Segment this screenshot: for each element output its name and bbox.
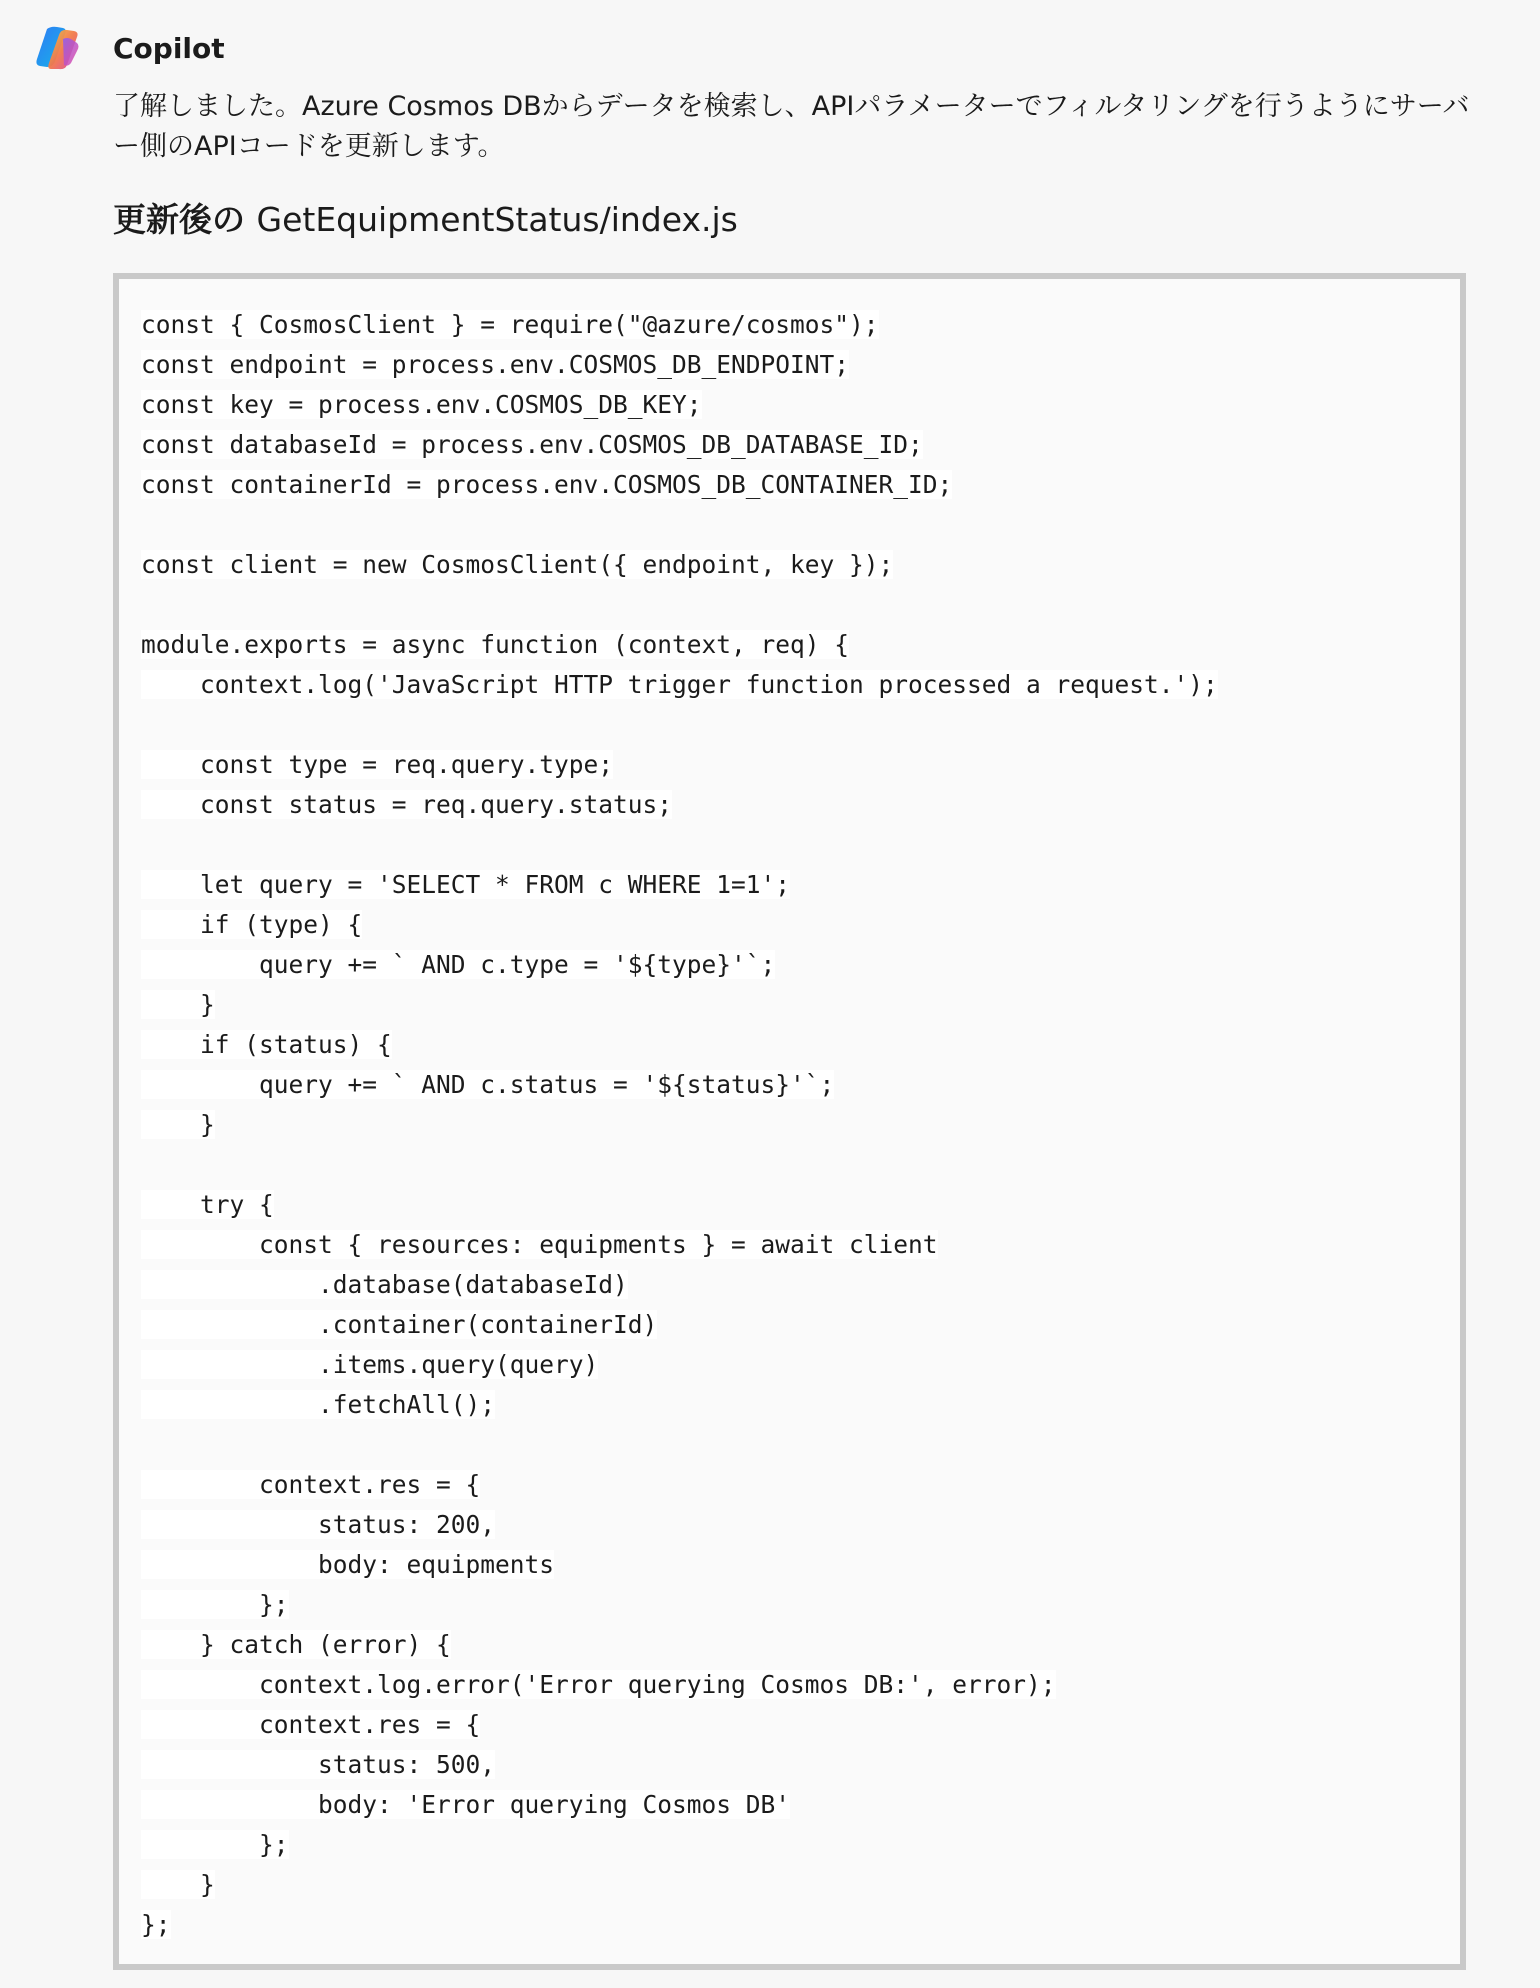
code-line-text: const key = process.env.COSMOS_DB_KEY; [141, 390, 702, 419]
code-line-text: const { resources: equipments } = await client [141, 1230, 938, 1259]
code-line [141, 905, 1218, 945]
code-line [141, 865, 1218, 905]
code-line [141, 1865, 1218, 1905]
code-line-text: }; [141, 1830, 289, 1859]
code-line-text: const client = new CosmosClient({ endpoint, key }); [141, 550, 894, 579]
section-heading [113, 197, 738, 243]
code-line-text: .items.query(query) [141, 1350, 599, 1379]
code-line [141, 585, 1218, 625]
code-line-text: .container(containerId) [141, 1310, 658, 1339]
code-line [141, 1225, 1218, 1265]
code-line [141, 505, 1218, 545]
code-line [141, 1385, 1218, 1425]
code-line-text: if (status) { [141, 1030, 392, 1059]
code-line [141, 1065, 1218, 1105]
code-line-text: const containerId = process.env.COSMOS_DB_CONTAINER_ID; [141, 470, 953, 499]
code-line-text: } [141, 1870, 215, 1899]
code-line-text: }; [141, 1590, 289, 1619]
code-line-text: context.log.error('Error querying Cosmos DB:', error); [141, 1670, 1056, 1699]
code-line [141, 785, 1218, 825]
code-line-text: let query = 'SELECT * FROM c WHERE 1=1'; [141, 870, 791, 899]
code-line [141, 1025, 1218, 1065]
code-line [141, 745, 1218, 785]
code-line [141, 625, 1218, 665]
sender-name: Copilot [113, 32, 225, 65]
code-line-text: const { CosmosClient } = require("@azure/cosmos"); [141, 310, 879, 339]
code-line [141, 1745, 1218, 1785]
copilot-logo-icon [33, 25, 81, 71]
code-line-text: query += ` AND c.status = '${status}'`; [141, 1070, 835, 1099]
code-line [141, 825, 1218, 865]
code-line [141, 1705, 1218, 1745]
code-line [141, 1465, 1218, 1505]
code-line [141, 985, 1218, 1025]
code-line-text: const databaseId = process.env.COSMOS_DB_DATABASE_ID; [141, 430, 923, 459]
code-line [141, 465, 1218, 505]
code-line-text: try { [141, 1190, 274, 1219]
code-line-text: context.log('JavaScript HTTP trigger function processed a request.'); [141, 670, 1218, 699]
code-line [141, 1905, 1218, 1945]
code-line [141, 1585, 1218, 1625]
code-line [141, 1825, 1218, 1865]
code-block [141, 305, 1218, 1945]
code-line [141, 1145, 1218, 1185]
code-line-text: module.exports = async function (context, req) { [141, 630, 850, 659]
code-line [141, 1785, 1218, 1825]
code-line-text: body: equipments [141, 1550, 555, 1579]
code-line [141, 1425, 1218, 1465]
code-line [141, 545, 1218, 585]
code-line [141, 385, 1218, 425]
code-line [141, 425, 1218, 465]
code-line [141, 1265, 1218, 1305]
code-line-text: .fetchAll(); [141, 1390, 496, 1419]
code-line [141, 1505, 1218, 1545]
code-line-text: status: 500, [141, 1750, 496, 1779]
code-line-text: context.res = { [141, 1470, 481, 1499]
code-line-text: if (type) { [141, 910, 363, 939]
code-line-text: status: 200, [141, 1510, 496, 1539]
code-line-text: query += ` AND c.type = '${type}'`; [141, 950, 776, 979]
code-line [141, 1545, 1218, 1585]
code-line-text: } [141, 1110, 215, 1139]
code-line-text: context.res = { [141, 1710, 481, 1739]
code-line-text: } [141, 990, 215, 1019]
code-line-text: const type = req.query.type; [141, 750, 614, 779]
code-line [141, 705, 1218, 745]
code-line-text: body: 'Error querying Cosmos DB' [141, 1790, 791, 1819]
section-heading-label: 更新後の [113, 200, 245, 239]
code-line-text: const status = req.query.status; [141, 790, 673, 819]
code-line-text: } catch (error) { [141, 1630, 451, 1659]
code-line-text: .database(databaseId) [141, 1270, 628, 1299]
section-filename: GetEquipmentStatus/index.js [256, 200, 738, 239]
code-block-frame [113, 273, 1466, 1970]
code-line-text: }; [141, 1910, 171, 1939]
code-line [141, 345, 1218, 385]
code-line [141, 945, 1218, 985]
code-line [141, 305, 1218, 345]
code-line [141, 1185, 1218, 1225]
code-line [141, 665, 1218, 705]
message-text: 了解しました。Azure Cosmos DBからデータを検索し、APIパラメーターでフィルタリングを行うようにサーバー側のAPIコードを更新します。 [113, 91, 1470, 162]
code-line [141, 1665, 1218, 1705]
code-line [141, 1105, 1218, 1145]
code-line-text: const endpoint = process.env.COSMOS_DB_ENDPOINT; [141, 350, 850, 379]
code-line [141, 1305, 1218, 1345]
code-line [141, 1625, 1218, 1665]
code-line [141, 1345, 1218, 1385]
